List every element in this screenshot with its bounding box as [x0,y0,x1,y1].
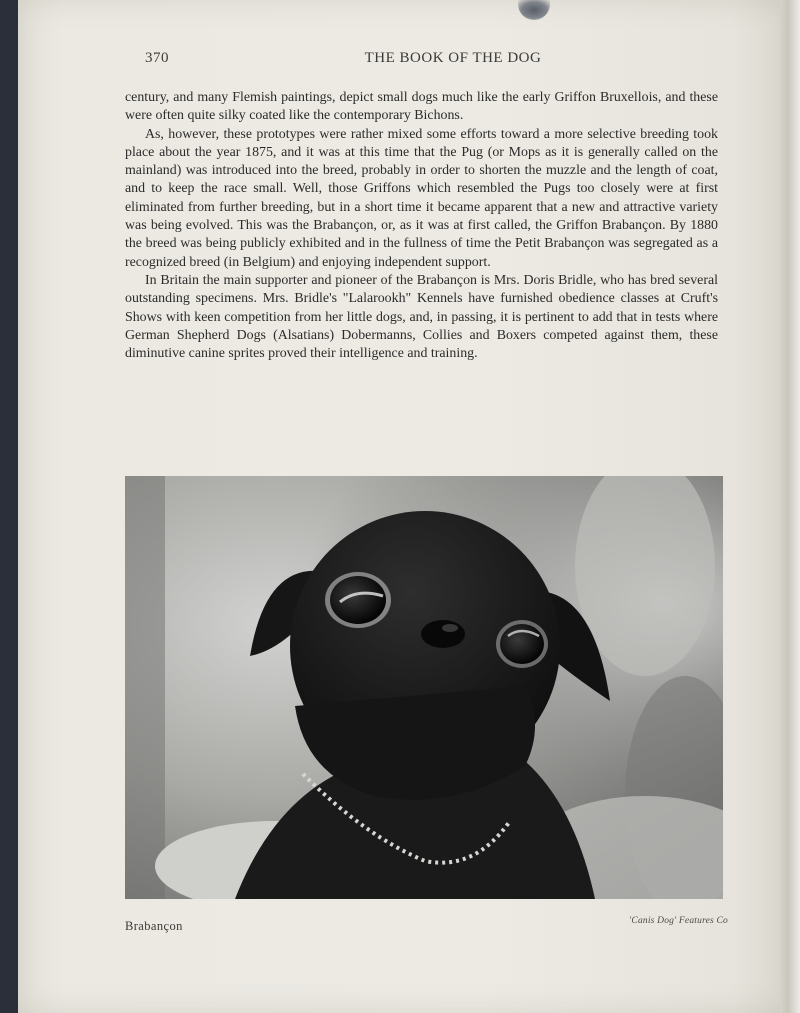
brabancon-photo-illustration [125,476,723,899]
adjacent-page-edge [780,0,800,1013]
body-text [125,89,718,363]
running-title: THE BOOK OF THE DOG [364,50,542,66]
photo-credit: 'Canis Dog' Features Co [629,916,728,926]
page-header [145,50,741,72]
page-number: 370 [145,50,169,66]
figure-caption: Brabançon [125,919,183,933]
paragraph: In Britain the main supporter and pioneer of the Brabançon is Mrs. Doris Bridle, who has bred several outstanding specimens. Mrs. Bridle's "Lalarookh" Kennels have furnished obedience classes at Cruft's Shows with keen competition from her little dogs, and, in passing, it is pertinent to add that in tests where German Shepherd Dogs (Alsatians) Dobermanns, Collies and Boxers competed against them, these diminutive canine sprites proved their intelligence and training. [125,272,718,362]
paragraph: As, however, these prototypes were rather mixed some efforts toward a more selective breeding took place about the year 1875, and it was at this time that the Pug (or Mops as it is generally called on the mainland) was introduced into the breed, probably in order to shorten the muzzle and the length of coat, and to keep the race small. Well, those Griffons which resembled the Pugs too closely were at first eliminated from further breeding, but in a short time it became apparent that a new and attractive variety was being evolved. This was the Brabançon, or, as it was at first called, the Griffon Brabançon. By 1880 the breed was being publicly exhibited and in the fullness of time the Petit Brabançon was segregated as a recognized breed (in Belgium) and enjoying independent support. [125,126,718,270]
dog-photograph [125,476,723,899]
paragraph: century, and many Flemish paintings, depict small dogs much like the early Griffon Bruxellois, and these were often quite silky coated like the contemporary Bichons. [125,90,718,124]
punch-hole [518,0,550,20]
